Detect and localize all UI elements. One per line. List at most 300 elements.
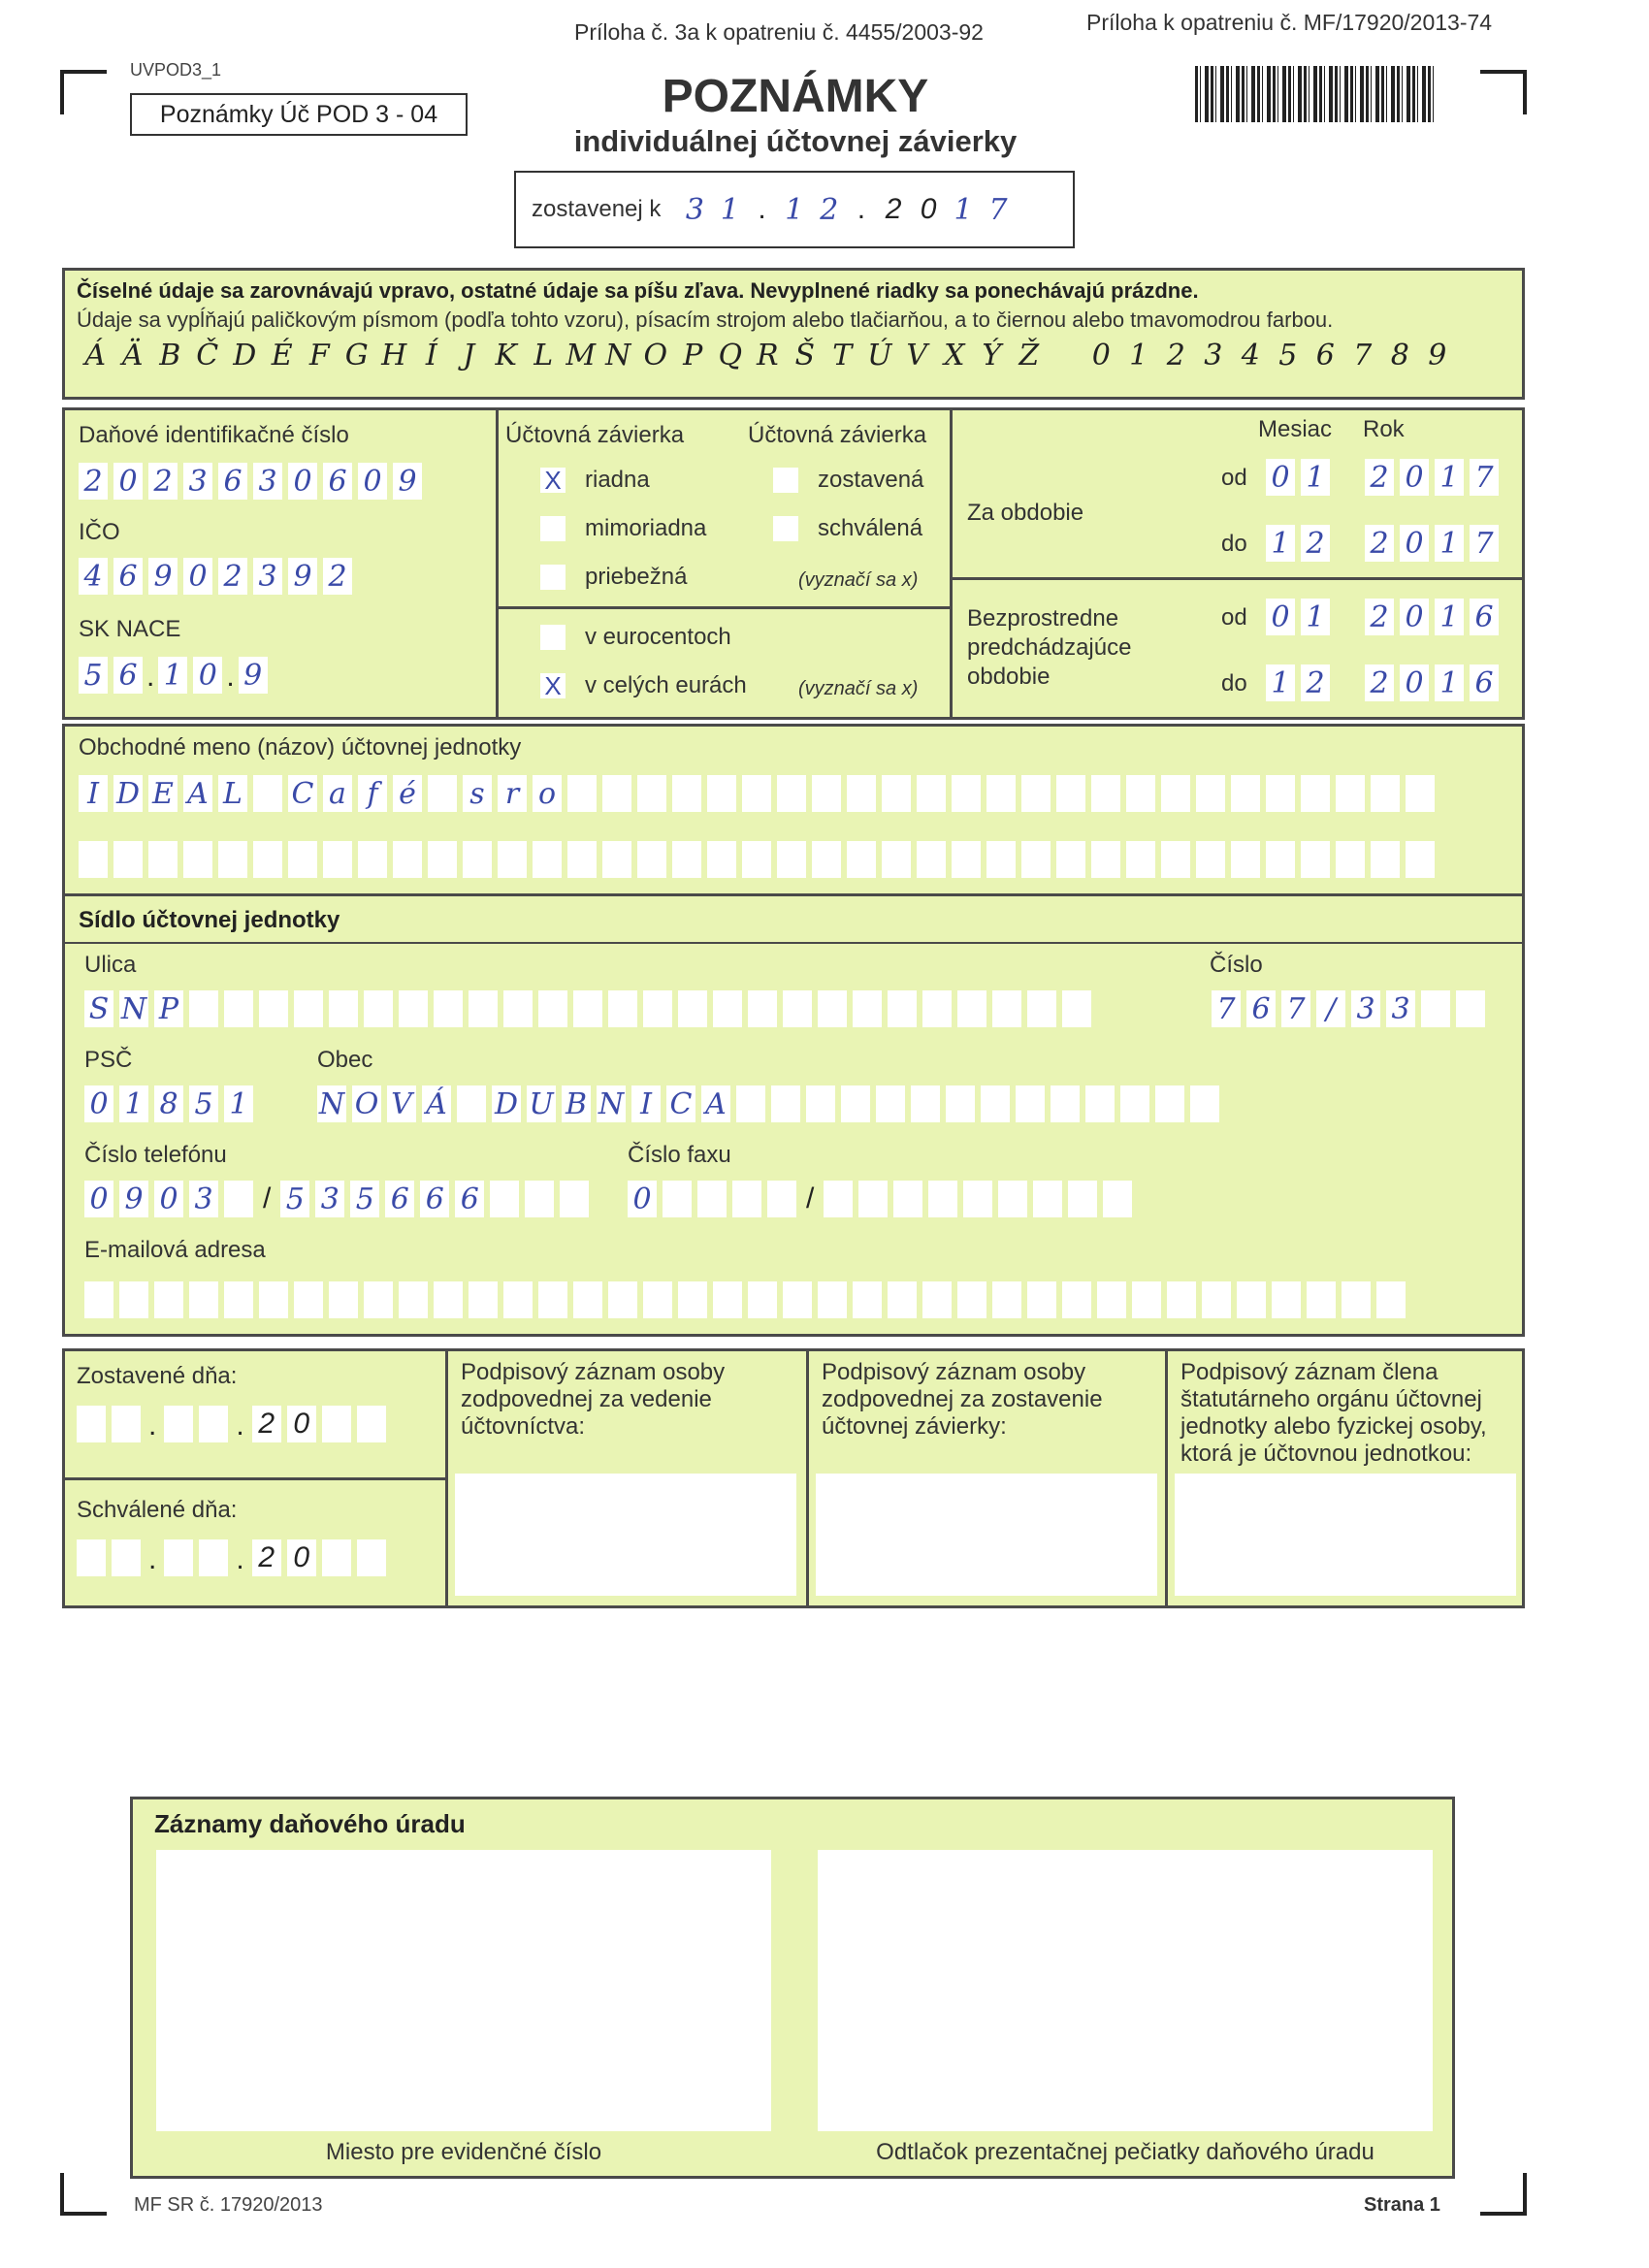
year-digit[interactable]: 7 — [1470, 459, 1499, 496]
email-char[interactable] — [503, 1281, 533, 1318]
company-name-char[interactable] — [1266, 841, 1295, 878]
email-char[interactable] — [1132, 1281, 1161, 1318]
company-name-char[interactable] — [986, 775, 1016, 812]
company-name-char[interactable] — [323, 841, 352, 878]
company-name-char[interactable] — [393, 841, 422, 878]
email-char[interactable] — [294, 1281, 323, 1318]
company-name-char[interactable] — [777, 775, 806, 812]
company-name-char[interactable]: a — [323, 775, 352, 812]
psc-digit[interactable]: 0 — [84, 1085, 113, 1122]
company-name-char[interactable] — [498, 841, 527, 878]
phone-number-digit[interactable] — [560, 1181, 589, 1217]
email-char[interactable] — [189, 1281, 218, 1318]
city-char[interactable]: U — [527, 1085, 556, 1122]
psc-field[interactable] — [84, 1085, 253, 1122]
company-name-char[interactable]: é — [393, 775, 422, 812]
registration-number-box[interactable] — [156, 1850, 771, 2131]
phone-number-digit[interactable] — [490, 1181, 519, 1217]
email-char[interactable] — [818, 1281, 847, 1318]
option-zostavena[interactable] — [773, 467, 923, 494]
city-char[interactable] — [771, 1085, 800, 1122]
option-riadna[interactable] — [540, 467, 650, 494]
company-name-char[interactable] — [567, 775, 597, 812]
company-name-char[interactable] — [253, 775, 282, 812]
email-char[interactable] — [1167, 1281, 1196, 1318]
phone-prefix-digit[interactable] — [224, 1181, 253, 1217]
street-char[interactable] — [783, 990, 812, 1027]
company-name-char[interactable] — [428, 841, 457, 878]
ico-digit[interactable]: 9 — [288, 558, 317, 595]
year-digit[interactable]: 2 — [1365, 599, 1394, 635]
fax-number-digit[interactable] — [858, 1181, 888, 1217]
company-name-char[interactable] — [533, 841, 562, 878]
phone-prefix-digit[interactable]: 9 — [119, 1181, 148, 1217]
company-name-char[interactable]: f — [358, 775, 387, 812]
prev-from-month[interactable] — [1266, 599, 1330, 635]
fax-number-digit[interactable] — [963, 1181, 992, 1217]
fax-number-digit[interactable] — [928, 1181, 957, 1217]
city-char[interactable]: I — [631, 1085, 661, 1122]
city-char[interactable] — [806, 1085, 835, 1122]
fax-number-digit[interactable] — [1068, 1181, 1097, 1217]
priebezna-checkbox[interactable] — [540, 565, 566, 590]
company-name-char[interactable] — [288, 841, 317, 878]
fax-number-digit[interactable] — [824, 1181, 853, 1217]
year-digit[interactable]: 2 — [1365, 664, 1394, 701]
company-name-char[interactable] — [637, 775, 666, 812]
signature-compilation-box[interactable] — [816, 1474, 1157, 1596]
year-digit[interactable]: 2 — [1365, 459, 1394, 496]
signature-accounting-box[interactable] — [455, 1474, 796, 1596]
compiled-month-digit[interactable]: 2 — [815, 191, 844, 228]
option-whole-euro[interactable] — [540, 672, 747, 699]
dic-digit[interactable]: 0 — [288, 463, 317, 500]
approved-on-field[interactable] — [77, 1539, 386, 1576]
company-name-char[interactable] — [1056, 775, 1085, 812]
whole-euro-checkbox[interactable]: X — [540, 673, 566, 698]
company-name-char[interactable] — [1371, 841, 1400, 878]
phone-number-digit[interactable] — [525, 1181, 554, 1217]
option-priebezna[interactable] — [540, 564, 687, 591]
year-digit[interactable]: 6 — [1470, 599, 1499, 635]
company-name-char[interactable]: L — [218, 775, 247, 812]
ico-field[interactable] — [79, 558, 352, 595]
ico-digit[interactable]: 0 — [183, 558, 212, 595]
month-digit[interactable] — [164, 1539, 193, 1576]
street-char[interactable]: P — [154, 990, 183, 1027]
month-digit[interactable]: 2 — [1301, 525, 1330, 562]
phone-prefix-digit[interactable]: 3 — [189, 1181, 218, 1217]
ico-digit[interactable]: 6 — [113, 558, 143, 595]
dic-field[interactable] — [79, 463, 422, 500]
company-name-char[interactable]: E — [148, 775, 178, 812]
month-digit[interactable]: 1 — [1266, 525, 1295, 562]
phone-number-digit[interactable]: 6 — [455, 1181, 484, 1217]
company-name-char[interactable] — [79, 841, 108, 878]
email-field[interactable] — [84, 1281, 1406, 1318]
company-name-char[interactable]: I — [79, 775, 108, 812]
city-char[interactable] — [1120, 1085, 1149, 1122]
email-char[interactable] — [1307, 1281, 1336, 1318]
compiled-day-digit[interactable]: 3 — [680, 191, 709, 228]
company-name-char[interactable] — [812, 841, 841, 878]
schvalena-checkbox[interactable] — [773, 516, 798, 541]
day-digit[interactable] — [77, 1406, 106, 1442]
email-char[interactable] — [643, 1281, 672, 1318]
psc-digit[interactable]: 8 — [154, 1085, 183, 1122]
phone-number-digit[interactable]: 6 — [385, 1181, 414, 1217]
compiled-year-digit[interactable]: 1 — [949, 191, 978, 228]
city-char[interactable] — [736, 1085, 765, 1122]
nace-digit[interactable]: 9 — [239, 657, 268, 694]
email-char[interactable] — [469, 1281, 498, 1318]
day-digit[interactable] — [77, 1539, 106, 1576]
prev-from-year[interactable] — [1365, 599, 1499, 635]
company-name-char[interactable] — [707, 841, 736, 878]
street-char[interactable] — [434, 990, 463, 1027]
house-number-char[interactable]: 7 — [1212, 990, 1241, 1027]
year-digit[interactable]: 2 — [1365, 525, 1394, 562]
day-digit[interactable] — [112, 1539, 141, 1576]
dic-digit[interactable]: 6 — [323, 463, 352, 500]
company-name-char[interactable] — [1161, 775, 1190, 812]
city-char[interactable] — [981, 1085, 1010, 1122]
company-name-char[interactable] — [952, 841, 981, 878]
city-char[interactable]: Á — [422, 1085, 451, 1122]
house-number-char[interactable]: 7 — [1281, 990, 1310, 1027]
email-char[interactable] — [119, 1281, 148, 1318]
street-char[interactable] — [643, 990, 672, 1027]
street-char[interactable] — [888, 990, 917, 1027]
signature-statutory-box[interactable] — [1175, 1474, 1516, 1596]
city-char[interactable]: B — [562, 1085, 591, 1122]
city-char[interactable]: D — [492, 1085, 521, 1122]
street-char[interactable] — [189, 990, 218, 1027]
street-char[interactable] — [364, 990, 393, 1027]
company-name-char[interactable] — [358, 841, 387, 878]
dic-digit[interactable]: 3 — [253, 463, 282, 500]
house-number-char[interactable]: 3 — [1386, 990, 1415, 1027]
company-name-char[interactable] — [742, 775, 771, 812]
company-name-char[interactable]: D — [113, 775, 143, 812]
company-name-char[interactable] — [567, 841, 597, 878]
company-name-char[interactable] — [1161, 841, 1190, 878]
company-name-char[interactable] — [1371, 775, 1400, 812]
year-digit[interactable] — [357, 1406, 386, 1442]
street-char[interactable] — [399, 990, 428, 1027]
email-char[interactable] — [853, 1281, 882, 1318]
company-name-char[interactable] — [1021, 841, 1051, 878]
month-digit[interactable] — [199, 1406, 228, 1442]
fax-number-digit[interactable] — [998, 1181, 1027, 1217]
prev-to-month[interactable] — [1266, 664, 1330, 701]
company-name-char[interactable] — [1091, 841, 1120, 878]
company-name-char[interactable] — [1336, 775, 1365, 812]
dic-digit[interactable]: 0 — [358, 463, 387, 500]
company-name-char[interactable] — [1196, 841, 1225, 878]
period-from-month[interactable] — [1266, 459, 1330, 496]
compiled-month-digit[interactable]: 1 — [780, 191, 809, 228]
email-char[interactable] — [154, 1281, 183, 1318]
company-name-char[interactable] — [1126, 841, 1155, 878]
company-name-char[interactable] — [253, 841, 282, 878]
month-digit[interactable]: 1 — [1301, 599, 1330, 635]
ico-digit[interactable]: 2 — [323, 558, 352, 595]
email-char[interactable] — [783, 1281, 812, 1318]
company-name-char[interactable] — [1266, 775, 1295, 812]
ico-digit[interactable]: 2 — [218, 558, 247, 595]
street-char[interactable] — [957, 990, 986, 1027]
street-char[interactable] — [608, 990, 637, 1027]
email-char[interactable] — [748, 1281, 777, 1318]
company-name-char[interactable] — [1406, 841, 1435, 878]
company-name-char[interactable] — [1196, 775, 1225, 812]
company-name-char[interactable] — [777, 841, 806, 878]
company-name-char[interactable] — [1091, 775, 1120, 812]
street-char[interactable] — [853, 990, 882, 1027]
street-char[interactable] — [259, 990, 288, 1027]
dic-digit[interactable]: 9 — [393, 463, 422, 500]
city-char[interactable]: A — [701, 1085, 730, 1122]
company-name-char[interactable] — [812, 775, 841, 812]
fax-prefix-digit[interactable] — [697, 1181, 727, 1217]
fax-number-digit[interactable] — [893, 1181, 922, 1217]
email-char[interactable] — [1097, 1281, 1126, 1318]
city-char[interactable]: C — [666, 1085, 695, 1122]
company-name-char[interactable] — [1126, 775, 1155, 812]
company-name-char[interactable] — [1021, 775, 1051, 812]
company-name-char[interactable] — [1231, 841, 1260, 878]
month-digit[interactable] — [164, 1406, 193, 1442]
year-digit[interactable] — [357, 1539, 386, 1576]
dic-digit[interactable]: 2 — [148, 463, 178, 500]
eurocent-checkbox[interactable] — [540, 625, 566, 650]
fax-number-digit[interactable] — [1033, 1181, 1062, 1217]
phone-number-digit[interactable]: 6 — [420, 1181, 449, 1217]
company-name-char[interactable]: s — [463, 775, 492, 812]
city-char[interactable] — [1016, 1085, 1045, 1122]
city-char[interactable] — [946, 1085, 975, 1122]
city-char[interactable] — [841, 1085, 870, 1122]
email-char[interactable] — [434, 1281, 463, 1318]
email-char[interactable] — [1202, 1281, 1231, 1318]
street-field[interactable] — [84, 990, 1091, 1027]
dic-digit[interactable]: 0 — [113, 463, 143, 500]
company-name-char[interactable] — [882, 775, 911, 812]
company-name-char[interactable] — [707, 775, 736, 812]
year-digit[interactable] — [322, 1539, 351, 1576]
house-number-char[interactable]: / — [1316, 990, 1345, 1027]
phone-prefix-digit[interactable]: 0 — [154, 1181, 183, 1217]
year-digit[interactable]: 6 — [1470, 664, 1499, 701]
period-from-year[interactable] — [1365, 459, 1499, 496]
street-char[interactable] — [1062, 990, 1091, 1027]
year-digit[interactable]: 0 — [1400, 599, 1429, 635]
phone-number-digit[interactable]: 5 — [350, 1181, 379, 1217]
street-char[interactable]: S — [84, 990, 113, 1027]
email-char[interactable] — [713, 1281, 742, 1318]
ico-digit[interactable]: 4 — [79, 558, 108, 595]
city-char[interactable] — [1085, 1085, 1115, 1122]
street-char[interactable] — [503, 990, 533, 1027]
city-char[interactable]: N — [318, 1086, 345, 1121]
city-char[interactable] — [876, 1085, 905, 1122]
street-char[interactable] — [922, 990, 952, 1027]
house-number-char[interactable] — [1421, 990, 1450, 1027]
year-digit[interactable]: 1 — [1435, 664, 1464, 701]
phone-prefix-digit[interactable]: 0 — [84, 1181, 113, 1217]
email-char[interactable] — [224, 1281, 253, 1318]
city-field[interactable] — [317, 1085, 1219, 1122]
year-digit[interactable]: 0 — [1400, 525, 1429, 562]
option-eurocent[interactable] — [540, 624, 731, 651]
month-digit[interactable]: 1 — [1266, 664, 1295, 701]
company-name-char[interactable] — [602, 841, 631, 878]
month-digit[interactable]: 0 — [1266, 599, 1295, 635]
email-char[interactable] — [1342, 1281, 1371, 1318]
street-char[interactable] — [329, 990, 358, 1027]
phone-field[interactable] — [84, 1181, 589, 1217]
street-char[interactable] — [224, 990, 253, 1027]
company-name-char[interactable] — [742, 841, 771, 878]
company-name-char[interactable]: A — [183, 775, 212, 812]
company-name-char[interactable] — [847, 841, 876, 878]
company-name-char[interactable] — [1056, 841, 1085, 878]
psc-digit[interactable]: 1 — [224, 1085, 253, 1122]
nace-digit[interactable]: 6 — [113, 657, 143, 694]
house-number-char[interactable]: 6 — [1246, 990, 1276, 1027]
nace-field[interactable] — [79, 657, 268, 694]
company-name-char[interactable] — [637, 841, 666, 878]
street-char[interactable] — [748, 990, 777, 1027]
riadna-checkbox[interactable]: X — [540, 468, 566, 493]
company-name-char[interactable] — [917, 775, 946, 812]
company-name-char[interactable] — [1406, 775, 1435, 812]
house-number-char[interactable]: 3 — [1351, 990, 1380, 1027]
nace-digit[interactable]: 1 — [158, 657, 187, 694]
compiled-year-digit[interactable]: 7 — [984, 191, 1013, 228]
company-name-char[interactable] — [183, 841, 212, 878]
company-name-char[interactable]: r — [498, 775, 527, 812]
street-char[interactable]: N — [120, 991, 147, 1026]
email-char[interactable] — [364, 1281, 393, 1318]
fax-prefix-digit[interactable] — [663, 1181, 692, 1217]
company-name-char[interactable] — [1231, 775, 1260, 812]
company-name-field-2[interactable] — [79, 841, 1435, 878]
company-name-char[interactable] — [113, 841, 143, 878]
street-char[interactable] — [818, 990, 847, 1027]
city-char[interactable] — [1155, 1085, 1184, 1122]
company-name-char[interactable] — [428, 775, 457, 812]
year-digit[interactable]: 1 — [1435, 525, 1464, 562]
zostavena-checkbox[interactable] — [773, 468, 798, 493]
ico-digit[interactable]: 3 — [253, 558, 282, 595]
nace-digit[interactable]: 5 — [79, 657, 108, 694]
email-char[interactable] — [888, 1281, 917, 1318]
email-char[interactable] — [259, 1281, 288, 1318]
email-char[interactable] — [1376, 1281, 1406, 1318]
company-name-char[interactable] — [672, 841, 701, 878]
psc-digit[interactable]: 5 — [189, 1085, 218, 1122]
email-char[interactable] — [538, 1281, 567, 1318]
year-digit[interactable] — [322, 1406, 351, 1442]
stamp-box[interactable] — [818, 1850, 1433, 2131]
company-name-char[interactable] — [148, 841, 178, 878]
fax-prefix-digit[interactable]: 0 — [628, 1181, 657, 1217]
mimoriadna-checkbox[interactable] — [540, 516, 566, 541]
year-digit[interactable]: 0 — [1400, 459, 1429, 496]
dic-digit[interactable]: 6 — [218, 463, 247, 500]
house-number-char[interactable] — [1456, 990, 1485, 1027]
month-digit[interactable]: 1 — [1301, 459, 1330, 496]
ico-digit[interactable]: 9 — [148, 558, 178, 595]
company-name-field[interactable] — [79, 775, 1435, 812]
dic-digit[interactable]: 3 — [183, 463, 212, 500]
company-name-char[interactable] — [672, 775, 701, 812]
email-char[interactable] — [1237, 1281, 1266, 1318]
email-char[interactable] — [1272, 1281, 1301, 1318]
email-char[interactable] — [84, 1281, 113, 1318]
company-name-char[interactable] — [986, 841, 1016, 878]
street-char[interactable] — [992, 990, 1021, 1027]
company-name-char[interactable] — [847, 775, 876, 812]
email-char[interactable] — [922, 1281, 952, 1318]
prev-to-year[interactable] — [1365, 664, 1499, 701]
fax-prefix-digit[interactable] — [767, 1181, 796, 1217]
street-char[interactable] — [1027, 990, 1056, 1027]
city-char[interactable]: V — [387, 1085, 416, 1122]
street-char[interactable] — [713, 990, 742, 1027]
company-name-char[interactable] — [917, 841, 946, 878]
city-char[interactable] — [1190, 1085, 1219, 1122]
email-char[interactable] — [573, 1281, 602, 1318]
company-name-char[interactable] — [1301, 841, 1330, 878]
company-name-char[interactable]: C — [288, 775, 317, 812]
email-char[interactable] — [399, 1281, 428, 1318]
month-digit[interactable] — [199, 1539, 228, 1576]
compiled-day-digit[interactable]: 1 — [715, 191, 744, 228]
city-char[interactable] — [457, 1085, 486, 1122]
email-char[interactable] — [1062, 1281, 1091, 1318]
psc-digit[interactable]: 1 — [119, 1085, 148, 1122]
period-to-month[interactable] — [1266, 525, 1330, 562]
fax-field[interactable] — [628, 1181, 1132, 1217]
company-name-char[interactable] — [1301, 775, 1330, 812]
year-digit[interactable]: 1 — [1435, 599, 1464, 635]
company-name-char[interactable] — [602, 775, 631, 812]
street-char[interactable] — [294, 990, 323, 1027]
street-char[interactable] — [538, 990, 567, 1027]
street-char[interactable] — [573, 990, 602, 1027]
city-char[interactable] — [911, 1085, 940, 1122]
month-digit[interactable]: 0 — [1266, 459, 1295, 496]
company-name-char[interactable] — [1336, 841, 1365, 878]
option-schvalena[interactable] — [773, 515, 922, 542]
nace-digit[interactable]: 0 — [193, 657, 222, 694]
dic-digit[interactable]: 2 — [79, 463, 108, 500]
year-digit[interactable]: 7 — [1470, 525, 1499, 562]
street-char[interactable] — [469, 990, 498, 1027]
company-name-char[interactable] — [463, 841, 492, 878]
email-char[interactable] — [329, 1281, 358, 1318]
month-digit[interactable]: 2 — [1301, 664, 1330, 701]
year-digit[interactable]: 0 — [1400, 664, 1429, 701]
phone-number-digit[interactable]: 3 — [315, 1181, 344, 1217]
day-digit[interactable] — [112, 1406, 141, 1442]
house-number-field[interactable] — [1212, 990, 1485, 1027]
city-char[interactable]: O — [352, 1085, 381, 1122]
street-char[interactable] — [678, 990, 707, 1027]
